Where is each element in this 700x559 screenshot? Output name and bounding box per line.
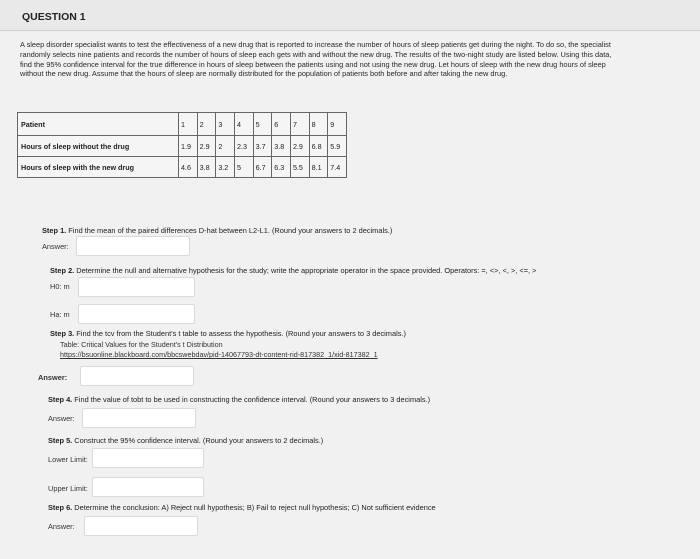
patient-cell: 6	[272, 113, 291, 136]
with-cell: 5	[234, 157, 253, 178]
h0-input[interactable]	[78, 277, 195, 297]
question-title: QUESTION 1	[22, 11, 86, 23]
patient-cell: 9	[328, 113, 347, 136]
table-row-with-drug	[18, 157, 347, 178]
with-cell: 5.5	[290, 157, 309, 178]
step3-answer-input[interactable]	[80, 366, 194, 386]
patient-cell: 5	[253, 113, 272, 136]
step6-answer-input[interactable]	[84, 516, 198, 536]
without-cell: 2.9	[197, 136, 216, 157]
h0-label: H0: m	[50, 282, 70, 291]
step4-text: Find the value of tobt to be used in constructing the confidence interval. (Round your answers to 3 decimals.)	[74, 395, 431, 404]
step1-title: Step 1.	[42, 226, 67, 235]
step4-answer-label: Answer:	[48, 414, 75, 423]
step1-answer-label: Answer:	[42, 242, 69, 251]
step5-title: Step 5.	[48, 436, 73, 445]
without-cell: 3.7	[253, 136, 272, 157]
step6-title: Step 6.	[48, 503, 73, 512]
step2-text: Determine the null and alternative hypothesis for the study; write the appropriate operator in the space provided. Operators: =, <>, <, >, <=, >	[76, 266, 537, 275]
lower-limit-input[interactable]	[92, 448, 204, 468]
patient-cell: 8	[309, 113, 328, 136]
without-cell: 3.8	[272, 136, 291, 157]
t-table-link[interactable]: https://bsuonline.blackboard.com/bbcswebdav/pid-14067793-dt-content-rid-817382_1/xid-817382_1	[60, 350, 378, 359]
without-cell: 2	[216, 136, 235, 157]
step1-text: Find the mean of the paired differences D-hat between L2-L1. (Round your answers to 2 decimals.)	[68, 226, 393, 235]
data-table	[17, 112, 347, 178]
step3-title: Step 3.	[50, 329, 75, 338]
with-drug-label: Hours of sleep with the new drug	[18, 157, 179, 178]
table-row-patient	[18, 113, 347, 136]
patient-header: Patient	[18, 113, 179, 136]
lower-limit-label: Lower Limit:	[48, 455, 88, 464]
with-cell: 6.7	[253, 157, 272, 178]
without-cell: 2.9	[290, 136, 309, 157]
step1-instruction	[42, 226, 392, 235]
step3-instruction	[50, 329, 406, 338]
patient-cell: 3	[216, 113, 235, 136]
step3-table-label: Table: Critical Values for the Student's t Distribution	[60, 340, 223, 349]
upper-limit-input[interactable]	[92, 477, 204, 497]
without-cell: 1.9	[179, 136, 198, 157]
upper-limit-label: Upper Limit:	[48, 484, 88, 493]
step4-instruction	[48, 395, 430, 404]
step5-text: Construct the 95% confidence interval. (Round your answers to 2 decimals.)	[74, 436, 324, 445]
with-cell: 6.3	[272, 157, 291, 178]
step3-answer-label: Answer:	[38, 373, 68, 382]
question-text: A sleep disorder specialist wants to test the effectiveness of a new drug that is reported to increase the number of hours of sleep patients get during the night. To do so, the specialist randomly selects nine patients and records the number of hours of sleep each gets with and without the new drug. The results of the two-night study are listed below. Using this data, find the 95% confidence interval for the true difference in hours of sleep between the patients using and not using the new drug. Let hours of sleep with the new drug hours of sleep without the new drug. Assume that the hours of sleep are normally distributed for the population of patients both before and after taking the new drug.	[20, 40, 612, 79]
patient-cell: 2	[197, 113, 216, 136]
without-cell: 5.9	[328, 136, 347, 157]
ha-input[interactable]	[78, 304, 195, 324]
table-row-without-drug	[18, 136, 347, 157]
patient-cell: 1	[179, 113, 198, 136]
patient-cell: 7	[290, 113, 309, 136]
ha-label: Ha: m	[50, 310, 70, 319]
with-cell: 3.8	[197, 157, 216, 178]
step4-title: Step 4.	[48, 395, 73, 404]
step3-text: Find the tcv from the Student's t table to assess the hypothesis. (Round your answers to 3 decimals.)	[76, 329, 406, 338]
without-cell: 6.8	[309, 136, 328, 157]
with-cell: 3.2	[216, 157, 235, 178]
with-cell: 8.1	[309, 157, 328, 178]
without-cell: 2.3	[234, 136, 253, 157]
without-drug-label: Hours of sleep without the drug	[18, 136, 179, 157]
step6-instruction	[48, 503, 436, 512]
step6-answer-label: Answer:	[48, 522, 75, 531]
with-cell: 4.6	[179, 157, 198, 178]
step5-instruction	[48, 436, 323, 445]
question-header	[0, 0, 700, 31]
step6-text: Determine the conclusion: A) Reject null hypothesis; B) Fail to reject null hypothesis; C) Not sufficient evidence	[74, 503, 436, 512]
patient-cell: 4	[234, 113, 253, 136]
with-cell: 7.4	[328, 157, 347, 178]
step1-answer-input[interactable]	[76, 236, 190, 256]
step2-instruction	[50, 266, 536, 275]
step2-title: Step 2.	[50, 266, 75, 275]
step4-answer-input[interactable]	[82, 408, 196, 428]
